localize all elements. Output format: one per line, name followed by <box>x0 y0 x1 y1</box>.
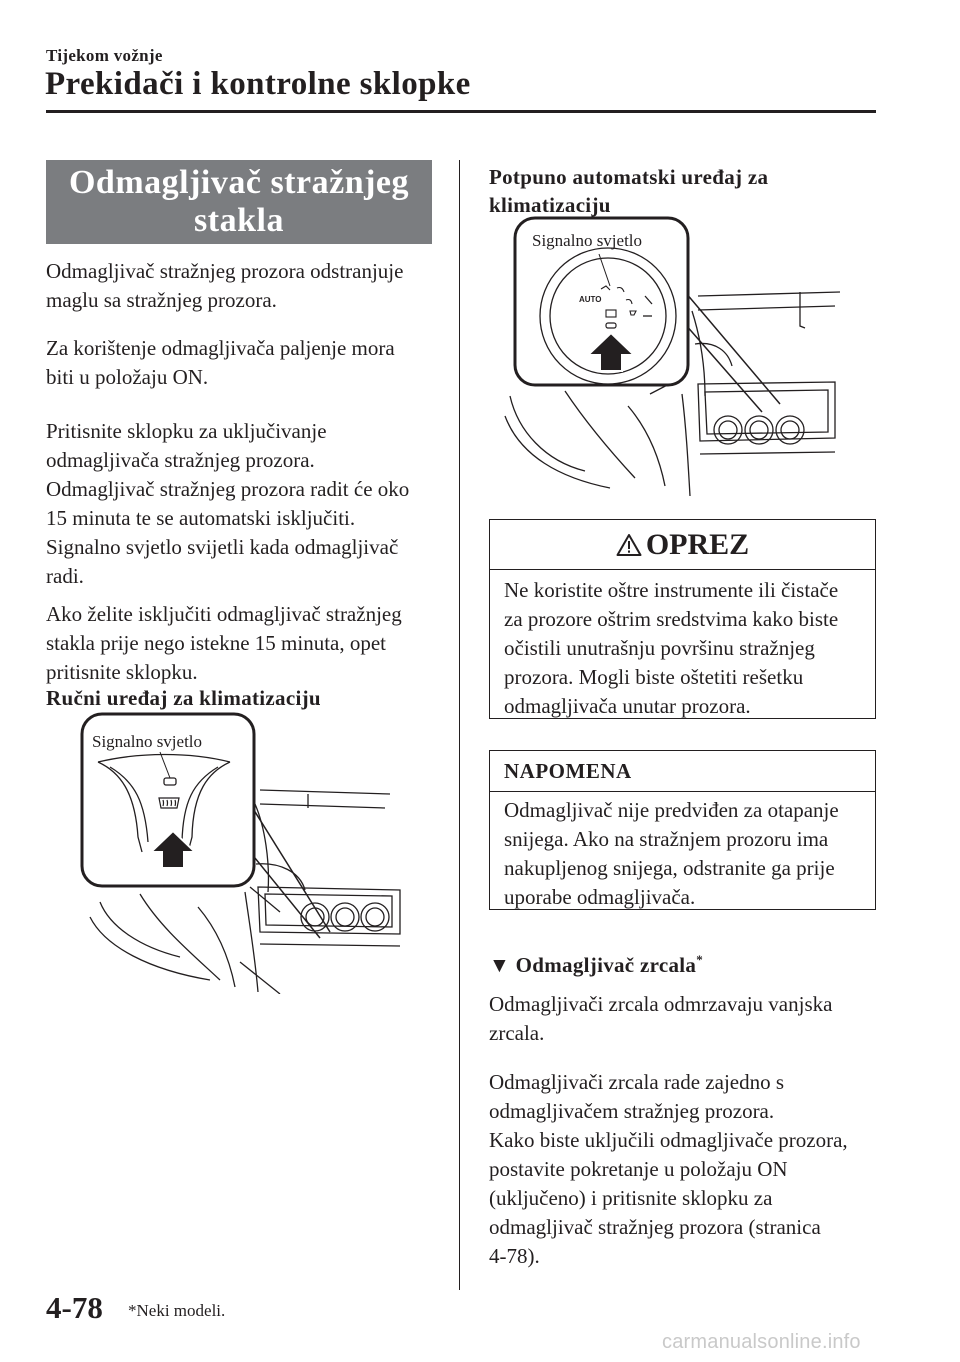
text-line: biti u položaju ON. <box>46 365 209 389</box>
signal-light-label: Signalno svjetlo <box>92 732 203 751</box>
heading-line: Potpuno automatski uređaj za <box>489 165 769 189</box>
note-title: NAPOMENA <box>504 758 632 783</box>
caution-header <box>490 520 875 570</box>
text-line: stakla prije nego istekne 15 minuta, opet <box>46 631 386 655</box>
manual-ac-illustration <box>80 712 420 994</box>
text-line: snijega. Ako na stražnjem prozoru ima <box>504 827 829 851</box>
text-line: za prozore oštrim sredstvima kako biste <box>504 607 839 631</box>
text-line: Za korištenje odmagljivača paljenje mora <box>46 336 395 360</box>
paragraph-mirror-intro <box>489 990 879 1048</box>
text-line: očistili unutrašnju površinu stražnjeg <box>504 636 815 660</box>
caution-title: OPREZ <box>645 527 750 561</box>
section-title-line1: Odmagljivač stražnjeg <box>68 164 410 201</box>
manual-ac-heading: Ručni uređaj za klimatizaciju <box>46 686 321 710</box>
text-line: Ne koristite oštre instrumente ili čistače <box>504 578 839 602</box>
section-title-banner <box>46 160 432 244</box>
text-line: odmagljivač stražnjeg prozora (stranica <box>489 1215 821 1239</box>
column-divider <box>459 160 460 1290</box>
text-line: Kako biste uključili odmagljivače prozora, <box>489 1128 848 1152</box>
mirror-defroster-heading <box>489 946 703 979</box>
text-line: pritisnite sklopku. <box>46 660 198 684</box>
note-box <box>489 750 876 910</box>
text-line: 15 minuta te se automatski isključiti. <box>46 506 356 530</box>
caution-text <box>490 570 875 721</box>
text-line: Odmagljivač stražnjeg prozora odstranjuje <box>46 259 404 283</box>
text-line: Odmagljivači zrcala rade zajedno s <box>489 1070 785 1094</box>
text-line: Odmagljivač stražnjeg prozora radit će oko <box>46 477 410 501</box>
text-line: uporabe odmagljivača. <box>504 885 696 909</box>
text-line: nakupljenog snijega, odstranite ga prije <box>504 856 835 880</box>
paragraph-turn-off <box>46 600 446 687</box>
text-line: Odmagljivač nije predviđen za otapanje <box>504 798 839 822</box>
text-line: Signalno svjetlo svijetli kada odmagljivač <box>46 535 399 559</box>
header-divider <box>46 110 876 113</box>
paragraph-operation <box>46 417 446 591</box>
footnote: *Neki modeli. <box>128 1301 226 1320</box>
page-title: Prekidači i kontrolne sklopke <box>45 66 471 102</box>
text-line: odmagljivača stražnjeg prozora. <box>46 448 315 472</box>
text-line: (uključeno) i pritisnite sklopku za <box>489 1186 773 1210</box>
text-line: postavite pokretanje u položaju ON <box>489 1157 788 1181</box>
paragraph-ignition <box>46 334 446 392</box>
text-line: odmagljivača unutar prozora. <box>504 694 751 718</box>
paragraph-mirror-operation <box>489 1068 879 1271</box>
paragraph-intro <box>46 257 446 315</box>
section-title-line2: stakla <box>194 202 284 239</box>
auto-ac-illustration <box>500 216 845 498</box>
note-header <box>490 751 875 792</box>
caution-box <box>489 519 876 719</box>
text-line: prozora. Mogli biste oštetiti rešetku <box>504 665 804 689</box>
page-number: 4-78 <box>46 1290 103 1325</box>
warning-triangle-icon <box>616 533 642 557</box>
text-line: Pritisnite sklopku za uključivanje <box>46 419 327 443</box>
signal-light-label: Signalno svjetlo <box>532 231 643 250</box>
auto-ac-heading <box>489 163 768 219</box>
chapter-label: Tijekom vožnje <box>46 46 163 65</box>
text-line: odmagljivačem stražnjeg prozora. <box>489 1099 775 1123</box>
footnote-marker: * <box>696 952 704 967</box>
text-line: Ako želite isključiti odmagljivač stražnjeg <box>46 602 402 626</box>
watermark: carmanualsonline.info <box>662 1331 861 1353</box>
heading-line: klimatizaciju <box>489 193 611 217</box>
note-text <box>490 792 875 912</box>
text-line: 4-78). <box>489 1244 540 1268</box>
mirror-heading-text: ▼ Odmagljivač zrcala <box>489 953 697 977</box>
auto-button-label: AUTO <box>579 295 602 304</box>
text-line: radi. <box>46 564 84 588</box>
text-line: maglu sa stražnjeg prozora. <box>46 288 277 312</box>
callout-lines <box>678 286 780 412</box>
text-line: Odmagljivači zrcala odmrzavaju vanjska <box>489 992 833 1016</box>
text-line: zrcala. <box>489 1021 545 1045</box>
